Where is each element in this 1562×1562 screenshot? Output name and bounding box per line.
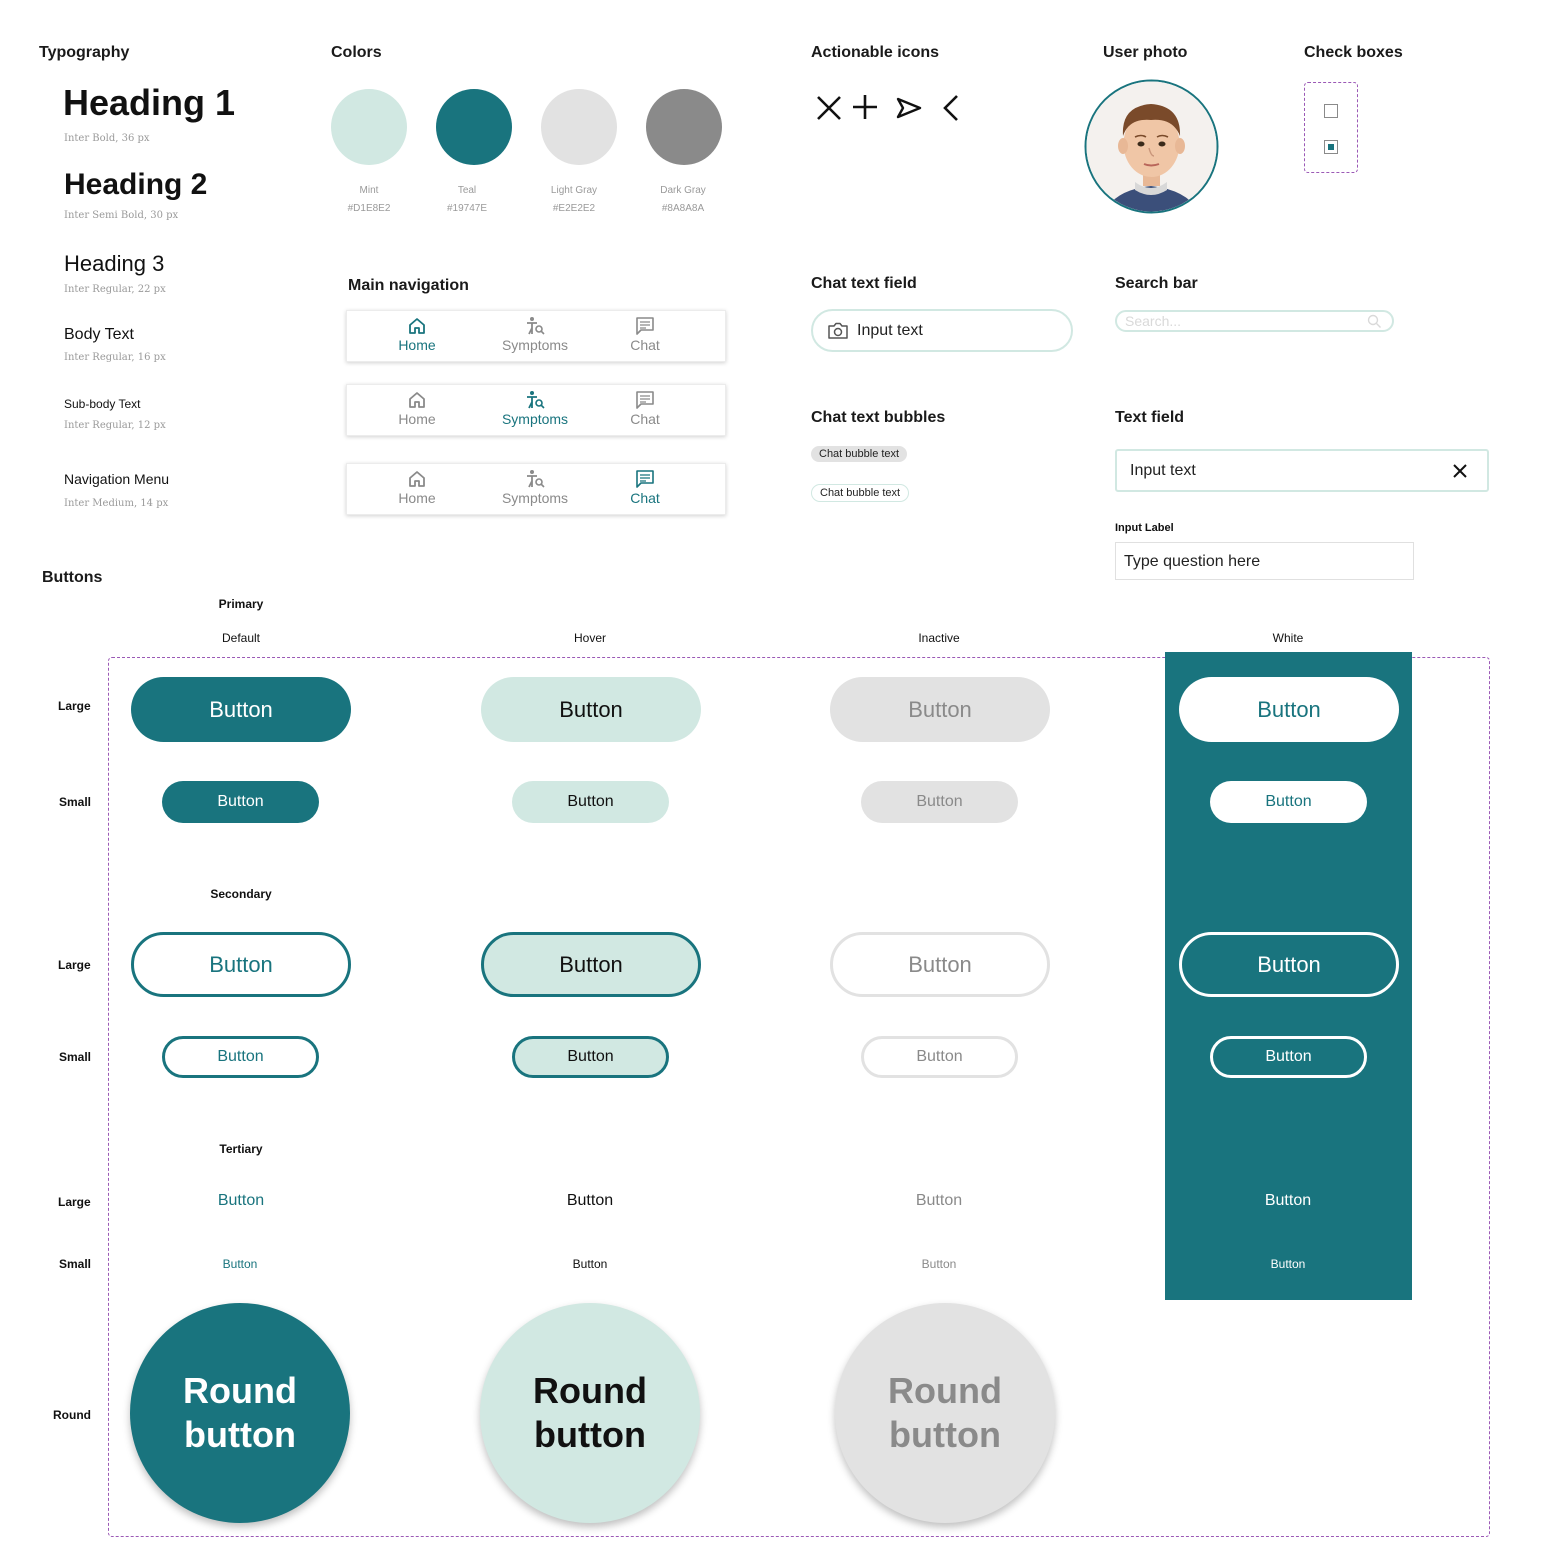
chat-bubble-received: Chat bubble text: [811, 446, 907, 462]
home-icon: [407, 390, 427, 410]
search-bar-title: Search bar: [1115, 275, 1198, 292]
secondary-large-default-button[interactable]: Button: [131, 932, 351, 997]
sub-body-text-sample: Sub-body Text: [64, 397, 141, 411]
round-inactive-button[interactable]: [835, 1303, 1055, 1523]
column-default-label: Default: [221, 631, 261, 645]
dark-gray-swatch: [646, 89, 722, 165]
home-icon: [407, 316, 427, 336]
colors-title: Colors: [331, 44, 382, 61]
column-white-label: White: [1272, 631, 1304, 645]
nav-item-home[interactable]: [362, 316, 472, 353]
tertiary-large-white-button[interactable]: Button: [1264, 1192, 1312, 1209]
actionable-icons-title: Actionable icons: [811, 44, 940, 61]
nav-item-home-label: Home: [398, 411, 436, 427]
send-icon[interactable]: [895, 96, 923, 120]
question-input[interactable]: [1115, 542, 1414, 580]
nav-item-home-label: Home: [398, 337, 436, 353]
dark-gray-name: Dark Gray: [660, 185, 706, 196]
nav-item-chat[interactable]: [590, 469, 700, 506]
back-icon[interactable]: [940, 93, 962, 123]
secondary-small-default-button[interactable]: Button: [162, 1036, 319, 1078]
main-navigation-title: Main navigation: [348, 277, 469, 294]
heading-3-sample: Heading 3: [64, 251, 165, 276]
question-input-placeholder: Type question here: [1124, 553, 1261, 570]
checkbox-check-mark: [1328, 144, 1334, 150]
chat-text-field-title: Chat text field: [811, 275, 917, 292]
primary-small-inactive-button[interactable]: Button: [861, 781, 1018, 823]
round-default-button[interactable]: [130, 1303, 350, 1523]
text-field-title: Text field: [1115, 409, 1185, 426]
chat-icon: [635, 469, 655, 489]
symptoms-icon: [525, 390, 545, 410]
secondary-large-inactive-button[interactable]: Button: [830, 932, 1050, 997]
row-small-label: Small: [59, 1050, 92, 1064]
row-large-label: Large: [58, 1195, 91, 1209]
chat-icon: [635, 316, 655, 336]
close-icon[interactable]: [815, 94, 843, 122]
checkbox-checked[interactable]: [1324, 140, 1338, 154]
primary-large-white-button[interactable]: Button: [1179, 677, 1399, 742]
user-photo-title: User photo: [1103, 44, 1188, 61]
mint-swatch: [331, 89, 407, 165]
tertiary-small-hover-button[interactable]: Button: [572, 1257, 608, 1271]
symptoms-icon: [525, 469, 545, 489]
row-small-label: Small: [59, 795, 92, 809]
round-button-line-2: button: [184, 1414, 296, 1455]
nav-bar-symptoms-active: [346, 384, 726, 436]
nav-item-home[interactable]: [362, 390, 472, 427]
primary-small-hover-button[interactable]: Button: [512, 781, 669, 823]
nav-item-chat[interactable]: [590, 390, 700, 427]
secondary-small-hover-button[interactable]: Button: [512, 1036, 669, 1078]
row-small-label: Small: [59, 1257, 92, 1271]
heading-2-spec: Inter Semi Bold, 30 px: [64, 210, 179, 221]
primary-small-default-button[interactable]: Button: [162, 781, 319, 823]
dark-gray-hex: #8A8A8A: [661, 203, 705, 214]
tertiary-large-default-button[interactable]: Button: [217, 1192, 265, 1209]
tertiary-large-hover-button[interactable]: Button: [566, 1192, 614, 1209]
search-icon[interactable]: [1367, 314, 1382, 329]
checkbox-group: [1304, 82, 1358, 173]
round-button-line-2: button: [889, 1414, 1001, 1455]
primary-large-inactive-button[interactable]: Button: [830, 677, 1050, 742]
heading-2-sample: Heading 2: [64, 168, 208, 201]
nav-item-chat-label: Chat: [630, 490, 660, 506]
primary-group-label: Primary: [218, 597, 264, 611]
primary-large-hover-button[interactable]: Button: [481, 677, 701, 742]
round-button-line-2: button: [534, 1414, 646, 1455]
navigation-menu-spec: Inter Medium, 14 px: [64, 498, 169, 509]
nav-bar-chat-active: [346, 463, 726, 515]
navigation-menu-sample: Navigation Menu: [64, 471, 170, 487]
chat-bubble-sent: Chat bubble text: [811, 484, 909, 502]
nav-item-chat[interactable]: [590, 316, 700, 353]
chat-text-field[interactable]: [811, 309, 1073, 352]
tertiary-small-white-button[interactable]: Button: [1270, 1257, 1306, 1271]
secondary-small-inactive-button[interactable]: Button: [861, 1036, 1018, 1078]
secondary-large-white-button[interactable]: Button: [1179, 932, 1399, 997]
heading-1-sample: Heading 1: [63, 82, 236, 123]
nav-item-home-label: Home: [398, 490, 436, 506]
search-bar[interactable]: [1115, 310, 1394, 332]
nav-item-symptoms[interactable]: [480, 469, 590, 506]
mint-name: Mint: [359, 185, 379, 196]
round-hover-button[interactable]: [480, 1303, 700, 1523]
teal-hex: #19747E: [446, 203, 488, 214]
body-text-spec: Inter Regular, 16 px: [64, 352, 166, 363]
chat-text-bubbles-title: Chat text bubbles: [811, 409, 946, 426]
column-hover-label: Hover: [573, 631, 606, 645]
typography-title: Typography: [39, 44, 130, 61]
user-avatar: [1083, 78, 1220, 215]
heading-1-spec: Inter Bold, 36 px: [64, 133, 150, 144]
tertiary-small-default-button[interactable]: Button: [222, 1257, 258, 1271]
secondary-large-hover-button[interactable]: Button: [481, 932, 701, 997]
round-button-line-1: Round: [888, 1370, 1002, 1411]
symptoms-icon: [525, 316, 545, 336]
light-gray-hex: #E2E2E2: [552, 203, 596, 214]
nav-bar-home-active: [346, 310, 726, 362]
column-inactive-label: Inactive: [918, 631, 960, 645]
round-button-line-1: Round: [183, 1370, 297, 1411]
secondary-small-white-button[interactable]: Button: [1210, 1036, 1367, 1078]
nav-item-symptoms[interactable]: [480, 390, 590, 427]
nav-item-home[interactable]: [362, 469, 472, 506]
tertiary-large-inactive-button[interactable]: Button: [915, 1192, 963, 1209]
tertiary-small-inactive-button[interactable]: Button: [921, 1257, 957, 1271]
row-round-label: Round: [53, 1408, 91, 1422]
nav-item-symptoms[interactable]: [480, 316, 590, 353]
nav-item-chat-label: Chat: [630, 411, 660, 427]
text-field-value: Input text: [1130, 462, 1196, 479]
primary-large-default-button[interactable]: Button: [131, 677, 351, 742]
sub-body-text-spec: Inter Regular, 12 px: [64, 420, 166, 431]
row-large-label: Large: [58, 958, 91, 972]
round-button-line-1: Round: [533, 1370, 647, 1411]
nav-item-symptoms-label: Symptoms: [501, 411, 569, 427]
close-icon[interactable]: [1452, 463, 1468, 479]
home-icon: [407, 469, 427, 489]
teal-name: Teal: [457, 185, 477, 196]
chat-icon: [635, 390, 655, 410]
search-input-placeholder: Search...: [1125, 313, 1182, 329]
camera-icon[interactable]: [827, 322, 849, 340]
mint-hex: #D1E8E2: [347, 203, 391, 214]
teal-swatch: [436, 89, 512, 165]
nav-item-chat-label: Chat: [630, 337, 660, 353]
primary-small-white-button[interactable]: Button: [1210, 781, 1367, 823]
secondary-group-label: Secondary: [210, 887, 272, 901]
text-field[interactable]: [1115, 449, 1489, 492]
light-gray-name: Light Gray: [550, 185, 598, 196]
light-gray-swatch: [541, 89, 617, 165]
checkbox-unchecked[interactable]: [1324, 104, 1338, 118]
body-text-sample: Body Text: [64, 326, 134, 343]
nav-item-symptoms-label: Symptoms: [501, 337, 569, 353]
heading-3-spec: Inter Regular, 22 px: [64, 284, 166, 295]
input-label: Input Label: [1115, 522, 1174, 534]
check-boxes-title: Check boxes: [1304, 44, 1403, 61]
chat-text-field-value: Input text: [857, 322, 923, 339]
plus-icon[interactable]: [851, 93, 879, 121]
tertiary-group-label: Tertiary: [219, 1142, 263, 1156]
buttons-title: Buttons: [42, 569, 103, 586]
row-large-label: Large: [58, 699, 91, 713]
nav-item-symptoms-label: Symptoms: [501, 490, 569, 506]
